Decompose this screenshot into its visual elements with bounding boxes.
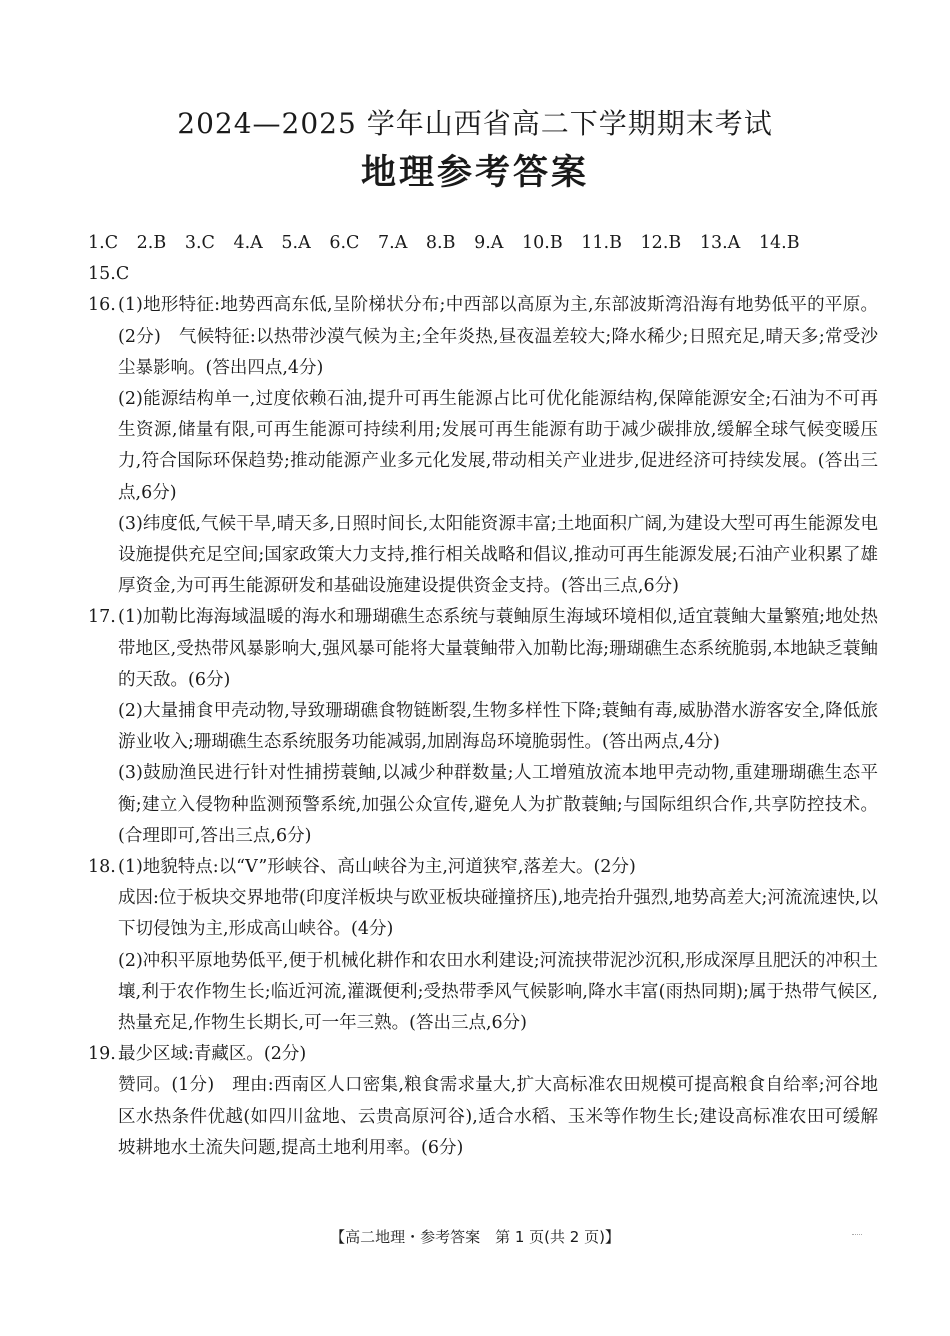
choice-answer: 14.B [758, 233, 800, 253]
question-number: 17. [88, 607, 116, 628]
scan-mark [852, 1234, 862, 1237]
question-19 [88, 1039, 878, 1164]
choice-answer: 11.B [581, 233, 622, 253]
answer-paragraph: (1)地形特征:地势西高东低,呈阶梯状分布;中西部以高原为主,东部波斯湾沿海有地势低平的平原。(2分) 气候特征:以热带沙漠气候为主;全年炎热,昼夜温差较大;降水稀少;日照充足,晴天多;常受沙尘暴影响。(答出四点,4分) [118, 295, 878, 378]
question-number: 19. [88, 1044, 116, 1065]
answer-body [88, 228, 878, 1164]
question-16 [88, 290, 878, 602]
answer-paragraph: 最少区域:青藏区。(2分) [118, 1044, 307, 1065]
answer-paragraph: 赞同。(1分) 理由:西南区人口密集,粮食需求量大,扩大高标准农田规模可提高粮食自给率;河谷地区水热条件优越(如四川盆地、云贵高原河谷),适合水稻、玉米等作物生长;建设高标准农田可缓解坡耕地水土流失问题,提高土地利用率。(6分) [118, 1075, 878, 1158]
answer-paragraph: (3)纬度低,气候干旱,晴天多,日照时间长,太阳能资源丰富;土地面积广阔,为建设大型可再生能源发电设施提供充足空间;国家政策大力支持,推行相关战略和倡议,推动可再生能源发展;石油产业积累了雄厚资金,为可再生能源研发和基础设施建设提供资金支持。(答出三点,6分) [118, 513, 878, 597]
question-number: 16. [88, 295, 116, 316]
choice-answer: 15.C [88, 264, 130, 285]
choice-answer: 8.B [425, 233, 456, 253]
answer-paragraph: (2)大量捕食甲壳动物,导致珊瑚礁食物链断裂,生物多样性下降;蓑鲉有毒,威胁潜水游客安全,降低旅游业收入;珊瑚礁生态系统服务功能减弱,加剧海岛环境脆弱性。(答出两点,4分) [118, 701, 878, 753]
choice-answer: 13.A [699, 233, 741, 253]
choice-answers-row1 [88, 228, 878, 259]
choice-answer: 6.C [329, 233, 360, 253]
choice-answer: 10.B [521, 233, 563, 253]
choice-answer: 2.B [136, 233, 167, 253]
page-footer: 【高二地理・参考答案 第 1 页(共 2 页)】 [330, 1228, 620, 1246]
exam-title: 2024—2025 学年山西省高二下学期期末考试 [177, 107, 773, 140]
choice-answer: 9.A [474, 233, 504, 253]
choice-answer: 7.A [378, 233, 408, 253]
answer-paragraph: (1)地貌特点:以“V”形峡谷、高山峡谷为主,河道狭窄,落差大。(2分) [118, 857, 636, 878]
answer-paragraph: (1)加勒比海海域温暖的海水和珊瑚礁生态系统与蓑鲉原生海域环境相似,适宜蓑鲉大量繁殖;地处热带地区,受热带风暴影响大,强风暴可能将大量蓑鲉带入加勒比海;珊瑚礁生态系统脆弱,本地缺乏蓑鲉的天敌。(6分) [118, 607, 878, 690]
choice-answer: 4.A [233, 233, 263, 253]
choice-answer: 3.C [184, 233, 215, 253]
choice-answer: 1.C [88, 233, 119, 253]
question-17 [88, 602, 878, 852]
choice-answers-row2 [88, 259, 878, 290]
choice-answer: 5.A [281, 233, 311, 253]
question-number: 18. [88, 857, 116, 878]
answer-title: 地理参考答案 [360, 153, 589, 193]
choice-answer: 12.B [640, 233, 682, 253]
question-18 [88, 852, 878, 1039]
answer-paragraph: (2)能源结构单一,过度依赖石油,提升可再生能源占比可优化能源结构,保障能源安全;石油为不可再生资源,储量有限,可再生能源可持续利用;发展可再生能源有助于减少碳排放,缓解全球气候变暖压力,符合国际环保趋势;推动能源产业多元化发展,带动相关产业进步,促进经济可持续发展。(答出三点,6分) [118, 389, 878, 503]
answer-paragraph: (2)冲积平原地势低平,便于机械化耕作和农田水利建设;河流挟带泥沙沉积,形成深厚且肥沃的冲积土壤,利于农作物生长;临近河流,灌溉便利;受热带季风气候影响,降水丰富(雨热同期);属于热带气候区,热量充足,作物生长期长,可一年三熟。(答出三点,6分) [118, 950, 878, 1034]
answer-paragraph: (3)鼓励渔民进行针对性捕捞蓑鲉,以减少种群数量;人工增殖放流本地甲壳动物,重建珊瑚礁生态平衡;建立入侵物种监测预警系统,加强公众宣传,避免人为扩散蓑鲉;与国际组织合作,共享防控技术。(合理即可,答出三点,6分) [118, 763, 878, 846]
answer-paragraph: 成因:位于板块交界地带(印度洋板块与欧亚板块碰撞挤压),地壳抬升强烈,地势高差大;河流流速快,以下切侵蚀为主,形成高山峡谷。(4分) [118, 888, 878, 940]
